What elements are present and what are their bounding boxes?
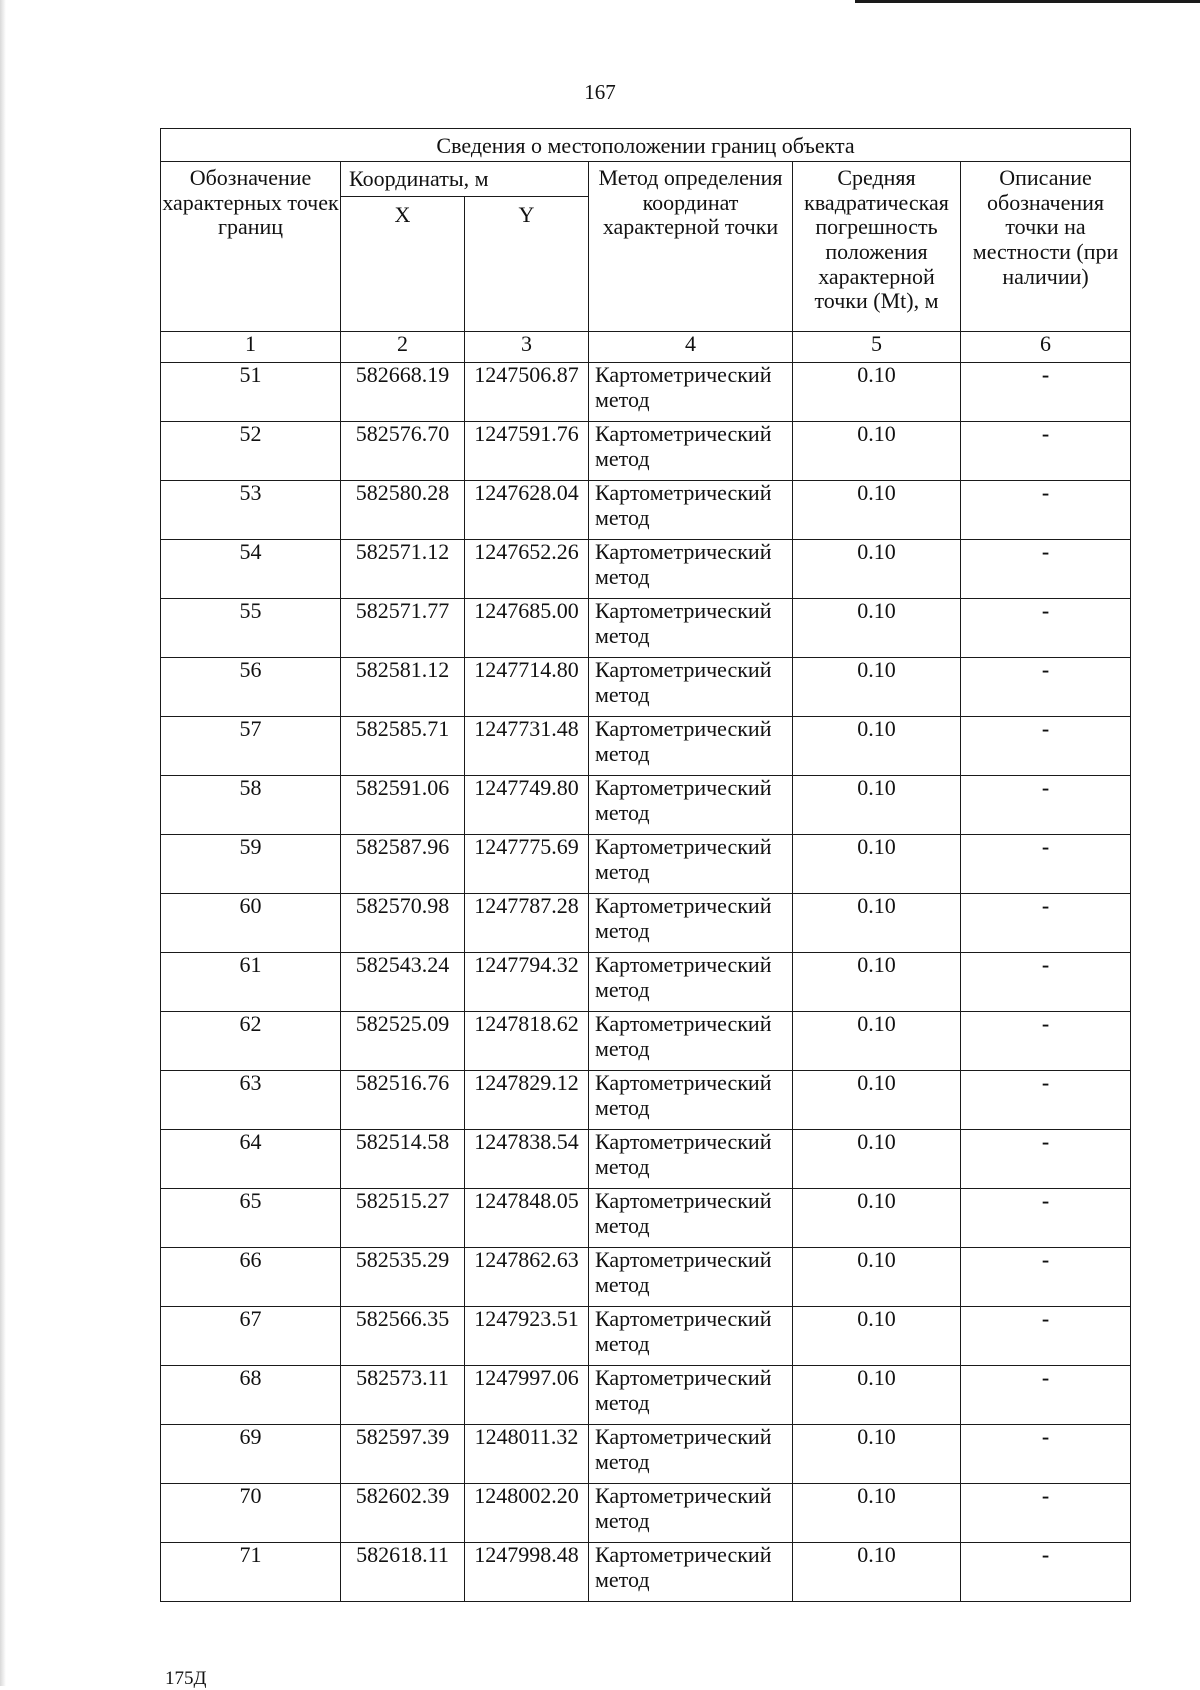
cell-x: 582514.58	[341, 1130, 465, 1189]
cell-description: -	[961, 953, 1131, 1012]
cell-y: 1247923.51	[465, 1307, 589, 1366]
cell-point: 66	[161, 1248, 341, 1307]
cell-mean-error: 0.10	[793, 717, 961, 776]
table-row	[161, 717, 1131, 776]
table-row	[161, 1189, 1131, 1248]
cell-method: Картометрический метод	[589, 599, 793, 658]
cell-description: -	[961, 1189, 1131, 1248]
boundary-coordinates-table	[160, 128, 1131, 1602]
cell-method: Картометрический метод	[589, 717, 793, 776]
cell-point: 55	[161, 599, 341, 658]
cell-mean-error: 0.10	[793, 776, 961, 835]
cell-mean-error: 0.10	[793, 1543, 961, 1602]
cell-x: 582571.77	[341, 599, 465, 658]
table-row	[161, 1307, 1131, 1366]
cell-method: Картометрический метод	[589, 1425, 793, 1484]
column-number: 1	[161, 332, 341, 363]
column-number: 5	[793, 332, 961, 363]
cell-y: 1247787.28	[465, 894, 589, 953]
table-row	[161, 1248, 1131, 1307]
column-number: 4	[589, 332, 793, 363]
cell-point: 56	[161, 658, 341, 717]
table-row	[161, 894, 1131, 953]
cell-y: 1247591.76	[465, 422, 589, 481]
cell-method: Картометрический метод	[589, 1248, 793, 1307]
cell-description: -	[961, 1071, 1131, 1130]
cell-mean-error: 0.10	[793, 1012, 961, 1071]
cell-description: -	[961, 1484, 1131, 1543]
cell-point: 61	[161, 953, 341, 1012]
cell-mean-error: 0.10	[793, 1248, 961, 1307]
table-row	[161, 422, 1131, 481]
header-point-designation: Обозначение характерных точек границ	[161, 162, 341, 332]
cell-method: Картометрический метод	[589, 540, 793, 599]
cell-y: 1247685.00	[465, 599, 589, 658]
cell-description: -	[961, 363, 1131, 422]
header-description: Описание обозначения точки на местности (при наличии)	[961, 162, 1131, 332]
cell-x: 582576.70	[341, 422, 465, 481]
cell-description: -	[961, 481, 1131, 540]
cell-description: -	[961, 540, 1131, 599]
scan-edge-shadow	[0, 0, 6, 1686]
cell-method: Картометрический метод	[589, 776, 793, 835]
cell-point: 68	[161, 1366, 341, 1425]
cell-description: -	[961, 1425, 1131, 1484]
cell-x: 582602.39	[341, 1484, 465, 1543]
table-row	[161, 540, 1131, 599]
title-row	[161, 129, 1131, 162]
cell-point: 53	[161, 481, 341, 540]
cell-mean-error: 0.10	[793, 894, 961, 953]
cell-description: -	[961, 894, 1131, 953]
cell-point: 52	[161, 422, 341, 481]
cell-mean-error: 0.10	[793, 422, 961, 481]
cell-method: Картометрический метод	[589, 1130, 793, 1189]
cell-x: 582580.28	[341, 481, 465, 540]
cell-point: 51	[161, 363, 341, 422]
table-title: Сведения о местоположении границ объекта	[161, 129, 1131, 162]
table-row	[161, 776, 1131, 835]
cell-method: Картометрический метод	[589, 1189, 793, 1248]
cell-y: 1247749.80	[465, 776, 589, 835]
cell-point: 69	[161, 1425, 341, 1484]
cell-description: -	[961, 599, 1131, 658]
cell-x: 582573.11	[341, 1366, 465, 1425]
cell-y: 1247506.87	[465, 363, 589, 422]
cell-point: 59	[161, 835, 341, 894]
cell-point: 62	[161, 1012, 341, 1071]
cell-x: 582566.35	[341, 1307, 465, 1366]
cell-x: 582543.24	[341, 953, 465, 1012]
table-row	[161, 1130, 1131, 1189]
cell-x: 582525.09	[341, 1012, 465, 1071]
cell-method: Картометрический метод	[589, 1307, 793, 1366]
cell-x: 582516.76	[341, 1071, 465, 1130]
cell-mean-error: 0.10	[793, 481, 961, 540]
cell-x: 582515.27	[341, 1189, 465, 1248]
cell-x: 582587.96	[341, 835, 465, 894]
cell-description: -	[961, 1012, 1131, 1071]
page-number: 167	[584, 80, 616, 104]
table-row	[161, 1425, 1131, 1484]
cell-description: -	[961, 776, 1131, 835]
table-row	[161, 658, 1131, 717]
cell-mean-error: 0.10	[793, 1071, 961, 1130]
cell-x: 582585.71	[341, 717, 465, 776]
cell-description: -	[961, 1366, 1131, 1425]
cell-mean-error: 0.10	[793, 835, 961, 894]
cell-x: 582668.19	[341, 363, 465, 422]
cell-method: Картометрический метод	[589, 658, 793, 717]
cell-x: 582570.98	[341, 894, 465, 953]
cell-x: 582597.39	[341, 1425, 465, 1484]
table-row	[161, 953, 1131, 1012]
table-row	[161, 599, 1131, 658]
cell-y: 1247775.69	[465, 835, 589, 894]
cell-point: 60	[161, 894, 341, 953]
cell-y: 1247848.05	[465, 1189, 589, 1248]
cell-description: -	[961, 422, 1131, 481]
cell-description: -	[961, 1307, 1131, 1366]
cell-point: 71	[161, 1543, 341, 1602]
cell-description: -	[961, 717, 1131, 776]
table-row	[161, 1366, 1131, 1425]
cell-y: 1247794.32	[465, 953, 589, 1012]
cell-description: -	[961, 1248, 1131, 1307]
cell-y: 1247998.48	[465, 1543, 589, 1602]
column-numbers-row	[161, 332, 1131, 363]
cell-y: 1247731.48	[465, 717, 589, 776]
cell-method: Картометрический метод	[589, 1366, 793, 1425]
cell-x: 582591.06	[341, 776, 465, 835]
cell-y: 1247997.06	[465, 1366, 589, 1425]
table-row	[161, 363, 1131, 422]
cell-mean-error: 0.10	[793, 953, 961, 1012]
cell-mean-error: 0.10	[793, 658, 961, 717]
header-x: X	[341, 197, 465, 332]
table-row	[161, 481, 1131, 540]
cell-point: 54	[161, 540, 341, 599]
cell-y: 1247818.62	[465, 1012, 589, 1071]
table-row	[161, 835, 1131, 894]
cell-mean-error: 0.10	[793, 1425, 961, 1484]
cell-point: 63	[161, 1071, 341, 1130]
cell-mean-error: 0.10	[793, 1484, 961, 1543]
cell-method: Картометрический метод	[589, 894, 793, 953]
cell-point: 64	[161, 1130, 341, 1189]
column-number: 2	[341, 332, 465, 363]
cell-point: 67	[161, 1307, 341, 1366]
cell-method: Картометрический метод	[589, 835, 793, 894]
cell-method: Картометрический метод	[589, 481, 793, 540]
cell-method: Картометрический метод	[589, 422, 793, 481]
table-row	[161, 1484, 1131, 1543]
scan-edge-line	[855, 0, 1200, 3]
cell-mean-error: 0.10	[793, 1130, 961, 1189]
cell-mean-error: 0.10	[793, 1366, 961, 1425]
cell-y: 1247652.26	[465, 540, 589, 599]
cell-mean-error: 0.10	[793, 1189, 961, 1248]
cell-point: 70	[161, 1484, 341, 1543]
cell-method: Картометрический метод	[589, 1484, 793, 1543]
cell-y: 1247829.12	[465, 1071, 589, 1130]
cell-mean-error: 0.10	[793, 599, 961, 658]
cell-x: 582535.29	[341, 1248, 465, 1307]
header-row	[161, 162, 1131, 197]
cell-description: -	[961, 1543, 1131, 1602]
header-coordinates: Координаты, м	[341, 162, 589, 197]
cell-mean-error: 0.10	[793, 540, 961, 599]
cell-method: Картометрический метод	[589, 1071, 793, 1130]
cell-x: 582581.12	[341, 658, 465, 717]
cell-x: 582618.11	[341, 1543, 465, 1602]
cell-description: -	[961, 835, 1131, 894]
cell-method: Картометрический метод	[589, 363, 793, 422]
cell-mean-error: 0.10	[793, 1307, 961, 1366]
column-number: 3	[465, 332, 589, 363]
cell-method: Картометрический метод	[589, 1012, 793, 1071]
header-mean-error: Средняя квадратическая погрешность положения характерной точки (Mt), м	[793, 162, 961, 332]
cell-x: 582571.12	[341, 540, 465, 599]
header-y: Y	[465, 197, 589, 332]
cell-description: -	[961, 658, 1131, 717]
cell-point: 65	[161, 1189, 341, 1248]
cell-y: 1247714.80	[465, 658, 589, 717]
header-method: Метод определения координат характерной точки	[589, 162, 793, 332]
cell-y: 1247628.04	[465, 481, 589, 540]
cell-point: 58	[161, 776, 341, 835]
table-row	[161, 1071, 1131, 1130]
column-number: 6	[961, 332, 1131, 363]
cell-y: 1248011.32	[465, 1425, 589, 1484]
cell-y: 1248002.20	[465, 1484, 589, 1543]
cell-method: Картометрический метод	[589, 953, 793, 1012]
table-row	[161, 1012, 1131, 1071]
cell-y: 1247838.54	[465, 1130, 589, 1189]
footer-code: 175Д	[165, 1668, 207, 1689]
table-row	[161, 1543, 1131, 1602]
cell-description: -	[961, 1130, 1131, 1189]
cell-y: 1247862.63	[465, 1248, 589, 1307]
cell-point: 57	[161, 717, 341, 776]
cell-mean-error: 0.10	[793, 363, 961, 422]
cell-method: Картометрический метод	[589, 1543, 793, 1602]
